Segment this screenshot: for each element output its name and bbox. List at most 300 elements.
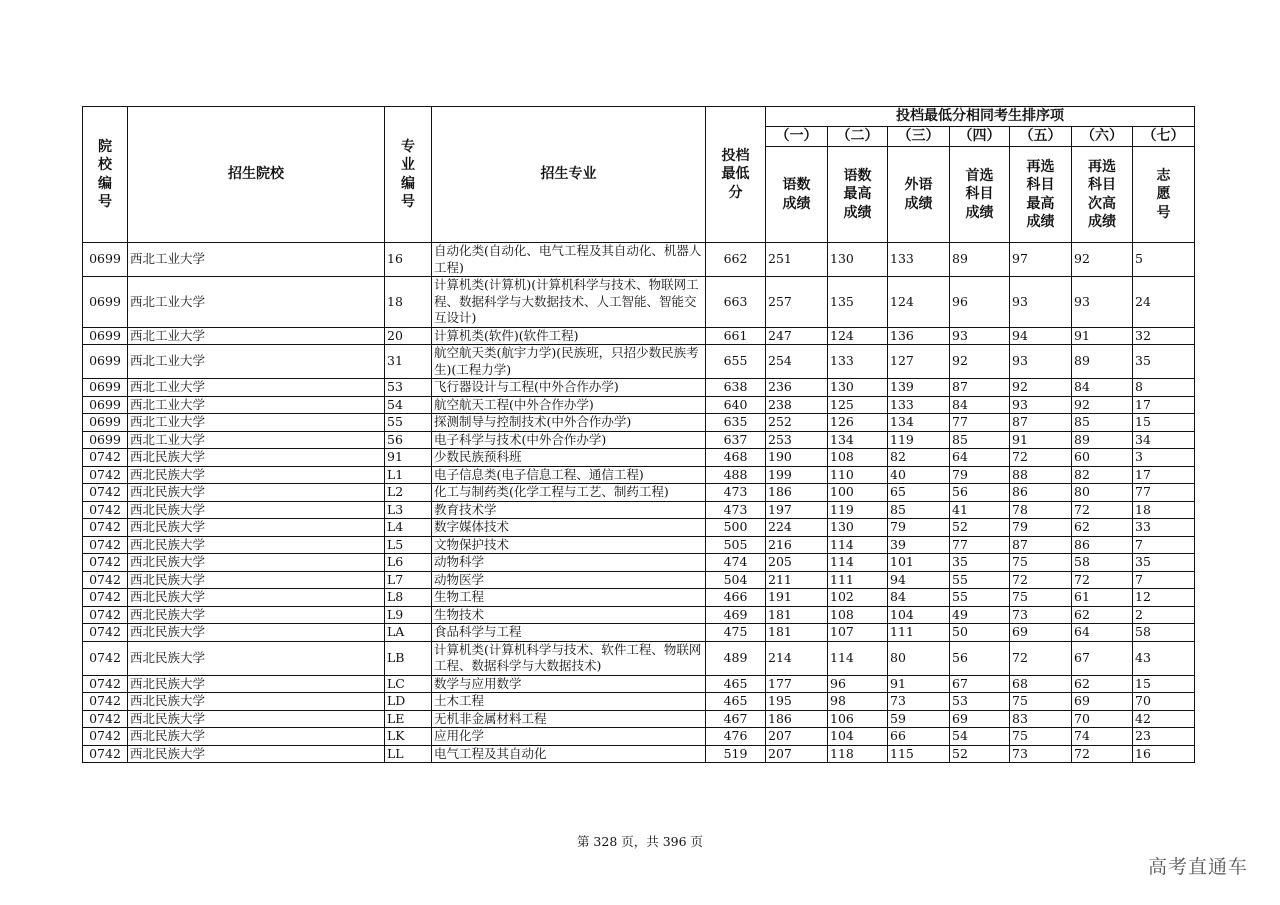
header-tiebreak-item: 外语成绩 bbox=[888, 147, 950, 243]
cell-school-code: 0742 bbox=[83, 519, 128, 537]
cell-school-code: 0699 bbox=[83, 431, 128, 449]
cell-major-name: 应用化学 bbox=[432, 728, 706, 746]
header-tiebreak-number: （六） bbox=[1072, 127, 1133, 147]
cell-t6: 62 bbox=[1072, 606, 1133, 624]
cell-major-name: 电子科学与技术(中外合作办学) bbox=[432, 431, 706, 449]
cell-major-code: L3 bbox=[385, 501, 432, 519]
cell-t1: 238 bbox=[766, 396, 828, 414]
cell-t4: 79 bbox=[950, 466, 1010, 484]
cell-school-code: 0742 bbox=[83, 624, 128, 642]
cell-t2: 130 bbox=[828, 379, 888, 397]
header-major-code: 专业编号 bbox=[385, 107, 432, 243]
cell-t3: 80 bbox=[888, 641, 950, 675]
cell-t1: 211 bbox=[766, 571, 828, 589]
cell-major-name: 计算机类(软件)(软件工程) bbox=[432, 327, 706, 345]
cell-t3: 91 bbox=[888, 675, 950, 693]
cell-min-score: 465 bbox=[706, 693, 766, 711]
table-body bbox=[83, 243, 1195, 763]
cell-t4: 41 bbox=[950, 501, 1010, 519]
cell-school-name: 西北民族大学 bbox=[128, 693, 385, 711]
cell-t3: 85 bbox=[888, 501, 950, 519]
cell-major-code: 55 bbox=[385, 414, 432, 432]
cell-min-score: 488 bbox=[706, 466, 766, 484]
cell-school-code: 0699 bbox=[83, 379, 128, 397]
cell-t4: 55 bbox=[950, 571, 1010, 589]
cell-t6: 58 bbox=[1072, 554, 1133, 572]
table-row bbox=[83, 624, 1195, 642]
cell-t6: 61 bbox=[1072, 589, 1133, 607]
cell-t4: 56 bbox=[950, 484, 1010, 502]
cell-t5: 73 bbox=[1010, 745, 1072, 763]
table-row bbox=[83, 414, 1195, 432]
cell-min-score: 638 bbox=[706, 379, 766, 397]
cell-school-code: 0742 bbox=[83, 710, 128, 728]
cell-t7: 42 bbox=[1133, 710, 1195, 728]
cell-t7: 12 bbox=[1133, 589, 1195, 607]
cell-t3: 133 bbox=[888, 243, 950, 277]
cell-school-name: 西北工业大学 bbox=[128, 345, 385, 379]
table-row bbox=[83, 710, 1195, 728]
cell-t1: 191 bbox=[766, 589, 828, 607]
cell-school-name: 西北民族大学 bbox=[128, 641, 385, 675]
cell-school-code: 0742 bbox=[83, 745, 128, 763]
watermark: 高考直通车 bbox=[1147, 856, 1248, 878]
cell-school-code: 0742 bbox=[83, 589, 128, 607]
table-row bbox=[83, 327, 1195, 345]
table-row bbox=[83, 589, 1195, 607]
cell-t2: 104 bbox=[828, 728, 888, 746]
cell-major-name: 教育技术学 bbox=[432, 501, 706, 519]
header-tiebreak-number: （五） bbox=[1010, 127, 1072, 147]
cell-school-code: 0742 bbox=[83, 728, 128, 746]
cell-t7: 8 bbox=[1133, 379, 1195, 397]
header-tiebreak-item: 志愿号 bbox=[1133, 147, 1195, 243]
cell-t5: 91 bbox=[1010, 431, 1072, 449]
table-row bbox=[83, 519, 1195, 537]
cell-major-name: 航空航天类(航宇力学)(民族班，只招少数民族考生)(工程力学) bbox=[432, 345, 706, 379]
cell-t2: 111 bbox=[828, 571, 888, 589]
cell-school-code: 0699 bbox=[83, 327, 128, 345]
cell-t1: 195 bbox=[766, 693, 828, 711]
cell-t2: 135 bbox=[828, 277, 888, 328]
table-row bbox=[83, 431, 1195, 449]
cell-t3: 40 bbox=[888, 466, 950, 484]
cell-school-code: 0742 bbox=[83, 466, 128, 484]
cell-t4: 77 bbox=[950, 414, 1010, 432]
cell-t4: 52 bbox=[950, 519, 1010, 537]
cell-t7: 2 bbox=[1133, 606, 1195, 624]
cell-t4: 49 bbox=[950, 606, 1010, 624]
header-school-name: 招生院校 bbox=[128, 107, 385, 243]
cell-t5: 68 bbox=[1010, 675, 1072, 693]
cell-t5: 88 bbox=[1010, 466, 1072, 484]
cell-school-name: 西北民族大学 bbox=[128, 519, 385, 537]
cell-t4: 85 bbox=[950, 431, 1010, 449]
cell-school-name: 西北民族大学 bbox=[128, 728, 385, 746]
cell-major-code: L2 bbox=[385, 484, 432, 502]
cell-major-name: 文物保护技术 bbox=[432, 536, 706, 554]
cell-school-name: 西北工业大学 bbox=[128, 379, 385, 397]
cell-major-name: 电气工程及其自动化 bbox=[432, 745, 706, 763]
cell-school-name: 西北工业大学 bbox=[128, 396, 385, 414]
cell-t5: 72 bbox=[1010, 571, 1072, 589]
cell-min-score: 655 bbox=[706, 345, 766, 379]
cell-t6: 64 bbox=[1072, 624, 1133, 642]
cell-school-name: 西北民族大学 bbox=[128, 675, 385, 693]
cell-min-score: 635 bbox=[706, 414, 766, 432]
cell-school-code: 0699 bbox=[83, 414, 128, 432]
cell-t4: 87 bbox=[950, 379, 1010, 397]
cell-school-name: 西北民族大学 bbox=[128, 606, 385, 624]
cell-t5: 93 bbox=[1010, 277, 1072, 328]
cell-major-code: LD bbox=[385, 693, 432, 711]
cell-major-code: L6 bbox=[385, 554, 432, 572]
cell-school-code: 0742 bbox=[83, 606, 128, 624]
cell-major-code: L8 bbox=[385, 589, 432, 607]
cell-t7: 17 bbox=[1133, 396, 1195, 414]
cell-t3: 111 bbox=[888, 624, 950, 642]
cell-t4: 53 bbox=[950, 693, 1010, 711]
cell-t1: 181 bbox=[766, 624, 828, 642]
cell-major-code: 20 bbox=[385, 327, 432, 345]
cell-major-code: LK bbox=[385, 728, 432, 746]
cell-min-score: 500 bbox=[706, 519, 766, 537]
header-tiebreak-item: 首选科目成绩 bbox=[950, 147, 1010, 243]
cell-t6: 84 bbox=[1072, 379, 1133, 397]
cell-t5: 83 bbox=[1010, 710, 1072, 728]
cell-t6: 70 bbox=[1072, 710, 1133, 728]
cell-t6: 72 bbox=[1072, 571, 1133, 589]
cell-t2: 126 bbox=[828, 414, 888, 432]
cell-major-code: LL bbox=[385, 745, 432, 763]
cell-school-name: 西北民族大学 bbox=[128, 624, 385, 642]
cell-min-score: 640 bbox=[706, 396, 766, 414]
cell-t7: 23 bbox=[1133, 728, 1195, 746]
cell-school-name: 西北工业大学 bbox=[128, 277, 385, 328]
cell-t6: 82 bbox=[1072, 466, 1133, 484]
cell-t1: 177 bbox=[766, 675, 828, 693]
cell-t7: 58 bbox=[1133, 624, 1195, 642]
cell-major-name: 电子信息类(电子信息工程、通信工程) bbox=[432, 466, 706, 484]
cell-t1: 247 bbox=[766, 327, 828, 345]
cell-t2: 114 bbox=[828, 536, 888, 554]
cell-school-name: 西北工业大学 bbox=[128, 431, 385, 449]
cell-min-score: 473 bbox=[706, 484, 766, 502]
table-row bbox=[83, 536, 1195, 554]
cell-major-code: L1 bbox=[385, 466, 432, 484]
cell-t7: 3 bbox=[1133, 449, 1195, 467]
cell-min-score: 466 bbox=[706, 589, 766, 607]
cell-t1: 190 bbox=[766, 449, 828, 467]
cell-major-name: 食品科学与工程 bbox=[432, 624, 706, 642]
cell-t7: 15 bbox=[1133, 414, 1195, 432]
cell-t6: 69 bbox=[1072, 693, 1133, 711]
cell-t1: 257 bbox=[766, 277, 828, 328]
cell-t2: 108 bbox=[828, 606, 888, 624]
cell-min-score: 467 bbox=[706, 710, 766, 728]
cell-school-code: 0742 bbox=[83, 484, 128, 502]
cell-min-score: 469 bbox=[706, 606, 766, 624]
cell-major-code: LA bbox=[385, 624, 432, 642]
cell-t4: 50 bbox=[950, 624, 1010, 642]
cell-major-name: 动物医学 bbox=[432, 571, 706, 589]
cell-t1: 199 bbox=[766, 466, 828, 484]
cell-t3: 66 bbox=[888, 728, 950, 746]
cell-t4: 67 bbox=[950, 675, 1010, 693]
cell-min-score: 519 bbox=[706, 745, 766, 763]
cell-t5: 87 bbox=[1010, 536, 1072, 554]
cell-min-score: 465 bbox=[706, 675, 766, 693]
header-tiebreak-number: （二） bbox=[828, 127, 888, 147]
cell-t1: 224 bbox=[766, 519, 828, 537]
cell-major-code: L4 bbox=[385, 519, 432, 537]
cell-school-code: 0742 bbox=[83, 675, 128, 693]
header-min-score: 投档最低分 bbox=[706, 107, 766, 243]
cell-t3: 136 bbox=[888, 327, 950, 345]
table-row bbox=[83, 449, 1195, 467]
cell-t5: 78 bbox=[1010, 501, 1072, 519]
cell-t2: 119 bbox=[828, 501, 888, 519]
cell-t6: 91 bbox=[1072, 327, 1133, 345]
cell-t4: 84 bbox=[950, 396, 1010, 414]
cell-major-code: 54 bbox=[385, 396, 432, 414]
cell-major-name: 计算机类(计算机)(计算机科学与技术、物联网工程、数据科学与大数据技术、人工智能、智能交互设计) bbox=[432, 277, 706, 328]
cell-t3: 94 bbox=[888, 571, 950, 589]
cell-t1: 216 bbox=[766, 536, 828, 554]
table-header bbox=[83, 107, 1195, 243]
table-row bbox=[83, 675, 1195, 693]
cell-t6: 67 bbox=[1072, 641, 1133, 675]
table-row bbox=[83, 501, 1195, 519]
cell-school-name: 西北工业大学 bbox=[128, 327, 385, 345]
cell-t5: 72 bbox=[1010, 449, 1072, 467]
cell-major-code: 18 bbox=[385, 277, 432, 328]
header-tiebreak-number: （七） bbox=[1133, 127, 1195, 147]
cell-school-name: 西北民族大学 bbox=[128, 745, 385, 763]
cell-t4: 64 bbox=[950, 449, 1010, 467]
cell-t1: 207 bbox=[766, 745, 828, 763]
cell-major-name: 无机非金属材料工程 bbox=[432, 710, 706, 728]
cell-t3: 39 bbox=[888, 536, 950, 554]
cell-t1: 252 bbox=[766, 414, 828, 432]
cell-major-code: 56 bbox=[385, 431, 432, 449]
cell-t6: 89 bbox=[1072, 345, 1133, 379]
cell-t7: 7 bbox=[1133, 571, 1195, 589]
cell-t7: 16 bbox=[1133, 745, 1195, 763]
cell-min-score: 637 bbox=[706, 431, 766, 449]
cell-t1: 205 bbox=[766, 554, 828, 572]
header-tiebreak-item: 再选科目最高成绩 bbox=[1010, 147, 1072, 243]
header-major-name: 招生专业 bbox=[432, 107, 706, 243]
cell-school-code: 0742 bbox=[83, 554, 128, 572]
cell-t3: 134 bbox=[888, 414, 950, 432]
cell-t7: 32 bbox=[1133, 327, 1195, 345]
cell-t2: 106 bbox=[828, 710, 888, 728]
cell-major-name: 生物技术 bbox=[432, 606, 706, 624]
cell-major-code: L5 bbox=[385, 536, 432, 554]
cell-t5: 75 bbox=[1010, 589, 1072, 607]
cell-major-name: 航空航天工程(中外合作办学) bbox=[432, 396, 706, 414]
cell-major-code: LC bbox=[385, 675, 432, 693]
cell-t2: 108 bbox=[828, 449, 888, 467]
cell-t3: 82 bbox=[888, 449, 950, 467]
cell-t4: 52 bbox=[950, 745, 1010, 763]
cell-t2: 96 bbox=[828, 675, 888, 693]
cell-t4: 54 bbox=[950, 728, 1010, 746]
cell-t6: 80 bbox=[1072, 484, 1133, 502]
cell-t6: 86 bbox=[1072, 536, 1133, 554]
admission-score-table bbox=[82, 106, 1195, 763]
table-row bbox=[83, 379, 1195, 397]
cell-t2: 114 bbox=[828, 641, 888, 675]
cell-t2: 107 bbox=[828, 624, 888, 642]
cell-t6: 72 bbox=[1072, 501, 1133, 519]
header-tiebreak-item: 语数最高成绩 bbox=[828, 147, 888, 243]
cell-school-code: 0742 bbox=[83, 571, 128, 589]
cell-major-name: 土木工程 bbox=[432, 693, 706, 711]
cell-t5: 75 bbox=[1010, 554, 1072, 572]
cell-min-score: 662 bbox=[706, 243, 766, 277]
cell-t7: 17 bbox=[1133, 466, 1195, 484]
table-row bbox=[83, 554, 1195, 572]
cell-major-name: 数字媒体技术 bbox=[432, 519, 706, 537]
cell-school-code: 0699 bbox=[83, 243, 128, 277]
page-number: 第 328 页，共 396 页 bbox=[576, 834, 704, 849]
cell-school-name: 西北民族大学 bbox=[128, 571, 385, 589]
cell-t7: 35 bbox=[1133, 554, 1195, 572]
table-row bbox=[83, 728, 1195, 746]
cell-t1: 186 bbox=[766, 710, 828, 728]
cell-major-code: LE bbox=[385, 710, 432, 728]
cell-major-code: 91 bbox=[385, 449, 432, 467]
header-tiebreak-number: （一） bbox=[766, 127, 828, 147]
cell-t7: 77 bbox=[1133, 484, 1195, 502]
cell-t5: 79 bbox=[1010, 519, 1072, 537]
cell-t1: 181 bbox=[766, 606, 828, 624]
table-row bbox=[83, 641, 1195, 675]
cell-t2: 110 bbox=[828, 466, 888, 484]
table-row bbox=[83, 606, 1195, 624]
cell-t6: 93 bbox=[1072, 277, 1133, 328]
table-row bbox=[83, 745, 1195, 763]
cell-major-code: LB bbox=[385, 641, 432, 675]
cell-t6: 92 bbox=[1072, 396, 1133, 414]
cell-t6: 85 bbox=[1072, 414, 1133, 432]
cell-t3: 127 bbox=[888, 345, 950, 379]
cell-t7: 35 bbox=[1133, 345, 1195, 379]
cell-t3: 133 bbox=[888, 396, 950, 414]
cell-t7: 70 bbox=[1133, 693, 1195, 711]
cell-school-code: 0742 bbox=[83, 536, 128, 554]
cell-t3: 139 bbox=[888, 379, 950, 397]
table-row bbox=[83, 396, 1195, 414]
cell-min-score: 468 bbox=[706, 449, 766, 467]
cell-t6: 89 bbox=[1072, 431, 1133, 449]
cell-t3: 84 bbox=[888, 589, 950, 607]
cell-t6: 72 bbox=[1072, 745, 1133, 763]
table-row bbox=[83, 277, 1195, 328]
cell-t7: 33 bbox=[1133, 519, 1195, 537]
cell-min-score: 663 bbox=[706, 277, 766, 328]
cell-t4: 77 bbox=[950, 536, 1010, 554]
cell-school-code: 0699 bbox=[83, 277, 128, 328]
cell-t3: 101 bbox=[888, 554, 950, 572]
cell-school-code: 0699 bbox=[83, 396, 128, 414]
table-row bbox=[83, 484, 1195, 502]
cell-t3: 79 bbox=[888, 519, 950, 537]
cell-school-name: 西北民族大学 bbox=[128, 449, 385, 467]
header-tiebreak-group: 投档最低分相同考生排序项 bbox=[766, 107, 1195, 127]
cell-t4: 69 bbox=[950, 710, 1010, 728]
cell-t4: 96 bbox=[950, 277, 1010, 328]
cell-major-name: 少数民族预科班 bbox=[432, 449, 706, 467]
cell-t4: 93 bbox=[950, 327, 1010, 345]
cell-t6: 62 bbox=[1072, 519, 1133, 537]
cell-t5: 94 bbox=[1010, 327, 1072, 345]
cell-t7: 5 bbox=[1133, 243, 1195, 277]
cell-t1: 197 bbox=[766, 501, 828, 519]
cell-t3: 119 bbox=[888, 431, 950, 449]
cell-school-name: 西北民族大学 bbox=[128, 466, 385, 484]
cell-school-code: 0699 bbox=[83, 345, 128, 379]
cell-t1: 186 bbox=[766, 484, 828, 502]
cell-t4: 92 bbox=[950, 345, 1010, 379]
cell-school-code: 0742 bbox=[83, 693, 128, 711]
cell-major-name: 计算机类(计算机科学与技术、软件工程、物联网工程、数据科学与大数据技术) bbox=[432, 641, 706, 675]
table-row bbox=[83, 693, 1195, 711]
cell-major-name: 动物科学 bbox=[432, 554, 706, 572]
header-tiebreak-number: （三） bbox=[888, 127, 950, 147]
cell-major-name: 化工与制药类(化学工程与工艺、制药工程) bbox=[432, 484, 706, 502]
cell-min-score: 474 bbox=[706, 554, 766, 572]
cell-t1: 251 bbox=[766, 243, 828, 277]
cell-school-name: 西北工业大学 bbox=[128, 414, 385, 432]
cell-school-code: 0742 bbox=[83, 501, 128, 519]
cell-major-name: 数学与应用数学 bbox=[432, 675, 706, 693]
cell-t7: 43 bbox=[1133, 641, 1195, 675]
cell-t1: 214 bbox=[766, 641, 828, 675]
cell-t4: 35 bbox=[950, 554, 1010, 572]
cell-t3: 104 bbox=[888, 606, 950, 624]
table-row bbox=[83, 345, 1195, 379]
cell-t3: 73 bbox=[888, 693, 950, 711]
cell-school-code: 0742 bbox=[83, 449, 128, 467]
cell-min-score: 504 bbox=[706, 571, 766, 589]
cell-t7: 7 bbox=[1133, 536, 1195, 554]
cell-min-score: 475 bbox=[706, 624, 766, 642]
cell-major-code: 31 bbox=[385, 345, 432, 379]
cell-school-name: 西北民族大学 bbox=[128, 484, 385, 502]
cell-t3: 65 bbox=[888, 484, 950, 502]
cell-t2: 100 bbox=[828, 484, 888, 502]
cell-school-name: 西北民族大学 bbox=[128, 710, 385, 728]
cell-t7: 15 bbox=[1133, 675, 1195, 693]
cell-t3: 124 bbox=[888, 277, 950, 328]
cell-major-code: L9 bbox=[385, 606, 432, 624]
cell-t7: 34 bbox=[1133, 431, 1195, 449]
cell-t5: 75 bbox=[1010, 728, 1072, 746]
cell-t2: 114 bbox=[828, 554, 888, 572]
cell-t2: 130 bbox=[828, 243, 888, 277]
header-school-code: 院校编号 bbox=[83, 107, 128, 243]
header-tiebreak-item: 语数成绩 bbox=[766, 147, 828, 243]
cell-t5: 86 bbox=[1010, 484, 1072, 502]
cell-min-score: 473 bbox=[706, 501, 766, 519]
cell-major-code: 53 bbox=[385, 379, 432, 397]
cell-t6: 62 bbox=[1072, 675, 1133, 693]
header-tiebreak-item: 再选科目次高成绩 bbox=[1072, 147, 1133, 243]
header-tiebreak-number: （四） bbox=[950, 127, 1010, 147]
